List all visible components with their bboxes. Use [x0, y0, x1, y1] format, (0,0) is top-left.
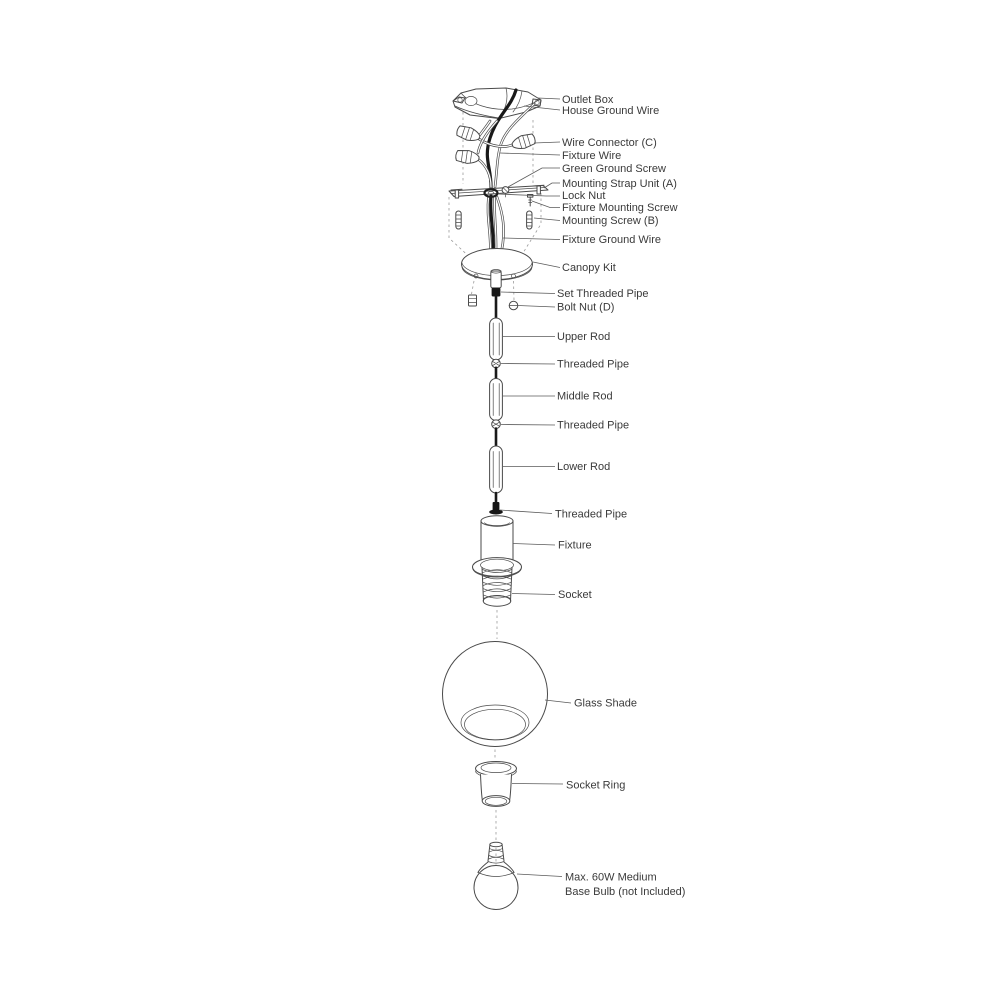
label-mounting-screw-b: Mounting Screw (B) [562, 215, 659, 227]
label-socket: Socket [558, 589, 592, 601]
label-socket-ring: Socket Ring [566, 779, 626, 792]
bolt-nut-d [509, 301, 518, 310]
set-threaded-pipe [492, 288, 501, 319]
label-glass-shade: Glass Shade [574, 697, 637, 710]
label-threaded-pipe-2: Threaded Pipe [557, 419, 630, 432]
label-bulb-line2: Base Bulb (not Included) [565, 886, 686, 898]
wire-connector-left-top [455, 124, 481, 144]
outlet-box [453, 88, 541, 119]
threaded-pipe-connector-3 [489, 502, 503, 515]
label-bolt-nut-d: Bolt Nut (D) [557, 301, 615, 314]
label-canopy-kit: Canopy Kit [562, 262, 616, 274]
labels [555, 94, 685, 898]
middle-rod [490, 379, 503, 421]
upper-rod [490, 318, 503, 360]
glass-shade [443, 642, 548, 747]
label-upper-rod: Upper Rod [557, 331, 611, 343]
leader-lines [498, 98, 571, 877]
threaded-pipe-connector-2 [492, 420, 501, 429]
wire-connector-left-bottom [455, 149, 480, 165]
label-threaded-pipe-1: Threaded Pipe [557, 358, 630, 371]
label-set-threaded-pipe: Set Threaded Pipe [557, 288, 649, 300]
label-lower-rod: Lower Rod [557, 461, 611, 473]
label-green-ground-screw: Green Ground Screw [562, 163, 666, 175]
label-fixture: Fixture [558, 539, 592, 552]
label-middle-rod: Middle Rod [557, 390, 613, 403]
mounting-screw-b-right [527, 211, 532, 229]
label-bulb-line1: Max. 60W Medium [565, 871, 657, 884]
canopy-kit [462, 249, 533, 289]
fixture-mounting-screw [528, 195, 533, 207]
strap-square-nut [469, 295, 477, 306]
label-fixture-wire: Fixture Wire [562, 150, 622, 162]
label-house-ground-wire: House Ground Wire [562, 105, 660, 117]
label-wire-connector-c: Wire Connector (C) [562, 137, 657, 149]
socket [473, 558, 522, 607]
label-lock-nut: Lock Nut [562, 190, 606, 202]
label-outlet-box: Outlet Box [562, 94, 614, 106]
label-threaded-pipe-3: Threaded Pipe [555, 508, 628, 521]
mounting-screw-b-left [456, 211, 461, 229]
light-bulb [474, 842, 518, 909]
lower-rod [490, 446, 503, 493]
label-mounting-strap-unit-a: Mounting Strap Unit (A) [562, 178, 677, 190]
label-fixture-mounting-screw: Fixture Mounting Screw [562, 202, 678, 214]
label-fixture-ground-wire: Fixture Ground Wire [562, 234, 662, 246]
green-ground-screw [502, 187, 509, 197]
fixture-body [481, 516, 513, 560]
socket-ring [476, 762, 517, 807]
